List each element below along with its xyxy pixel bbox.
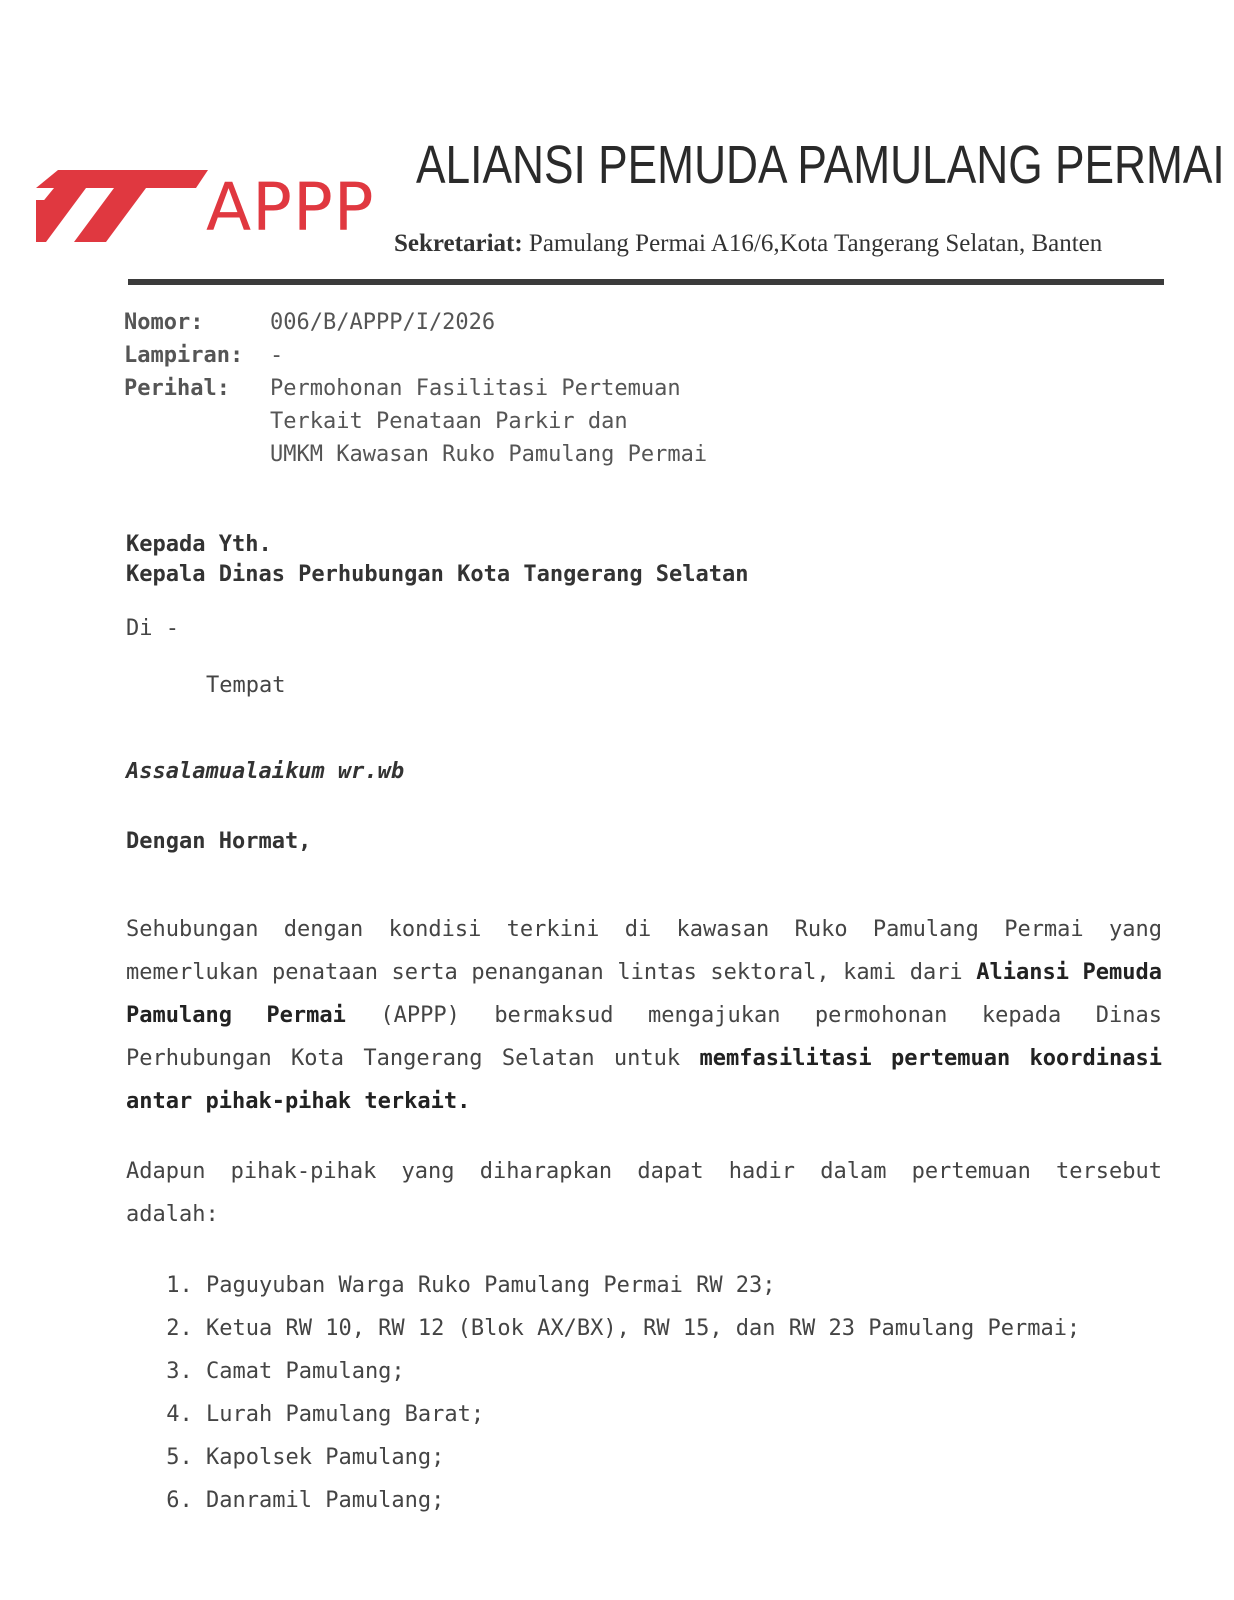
opening-hormat: Dengan Hormat, <box>126 829 312 854</box>
list-item-number: 2. <box>166 1316 206 1341</box>
secretariat-label: Sekretariat: <box>394 230 523 257</box>
list-item-number: 1. <box>166 1273 206 1298</box>
recipient-name: Kepala Dinas Perhubungan Kota Tangerang Selatan <box>126 562 749 587</box>
meta-nomor <box>124 306 707 339</box>
list-item <box>126 1479 1126 1522</box>
recipient-salutation: Kepada Yth. <box>126 532 272 557</box>
list-item-text: Danramil Pamulang; <box>206 1488 445 1513</box>
list-item <box>126 1307 1126 1350</box>
nomor-value: 006/B/APPP/I/2026 <box>270 310 496 335</box>
recipient-di: Di - <box>126 616 179 641</box>
logo-mark-icon <box>36 170 216 250</box>
organization-name: ALIANSI PEMUDA PAMULANG PERMAI <box>416 135 1225 195</box>
list-item-number: 3. <box>166 1359 206 1384</box>
lampiran-value: - <box>270 343 284 368</box>
list-item <box>126 1436 1126 1479</box>
attendee-list <box>126 1264 1126 1522</box>
list-item-text: Camat Pamulang; <box>206 1359 405 1384</box>
recipient-tempat: Tempat <box>206 673 286 698</box>
recipient-block <box>126 530 749 590</box>
letterhead <box>0 0 1234 300</box>
list-item-text: Ketua RW 10, RW 12 (Blok AX/BX), RW 15, dan RW 23 Pamulang Permai; <box>206 1316 1081 1341</box>
p1-text-a: Sehubungan dengan kondisi terkini di kawasan Ruko Pamulang Permai yang memerlukan penataan serta penanganan lintas sektoral, kami dari <box>126 917 1162 985</box>
list-item-number: 6. <box>166 1488 206 1513</box>
list-item <box>126 1264 1126 1307</box>
list-item <box>126 1350 1126 1393</box>
list-item-number: 4. <box>166 1402 206 1427</box>
nomor-label: Nomor: <box>124 310 204 335</box>
p1-org-name: Aliansi Pemuda Pamulang Permai <box>126 960 1163 1028</box>
list-item-text: Kapolsek Pamulang; <box>206 1445 445 1470</box>
p1-request: memfasilitasi pertemuan koordinasi antar pihak-pihak terkait. <box>126 1046 1162 1114</box>
p1-text-c: (APPP) bermaksud mengajukan permohonan kepada Dinas Perhubungan Kota Tangerang Selatan untuk <box>126 1003 1162 1071</box>
opening-salam: Assalamualaikum wr.wb <box>126 759 405 784</box>
list-item-text: Paguyuban Warga Ruko Pamulang Permai RW 23; <box>206 1273 776 1298</box>
header-divider <box>128 279 1164 285</box>
list-item-text: Lurah Pamulang Barat; <box>206 1402 485 1427</box>
list-item-number: 5. <box>166 1445 206 1470</box>
body-paragraph-1 <box>126 908 1162 1123</box>
letter-meta <box>124 306 707 471</box>
list-item <box>126 1393 1126 1436</box>
logo-text: APPP <box>206 169 375 246</box>
lampiran-label: Lampiran: <box>124 343 244 368</box>
perihal-value: Permohonan Fasilitasi Pertemuan Terkait Penataan Parkir dan UMKM Kawasan Ruko Pamulang Permai <box>270 376 708 467</box>
body-paragraph-2: Adapun pihak-pihak yang diharapkan dapat hadir dalam pertemuan tersebut adalah: <box>126 1159 1162 1227</box>
secretariat-address: Pamulang Permai A16/6,Kota Tangerang Selatan, Banten <box>528 230 1103 257</box>
perihal-label: Perihal: <box>124 376 230 401</box>
meta-lampiran <box>124 339 707 372</box>
secretariat-line <box>394 228 1102 260</box>
meta-perihal <box>124 372 707 471</box>
